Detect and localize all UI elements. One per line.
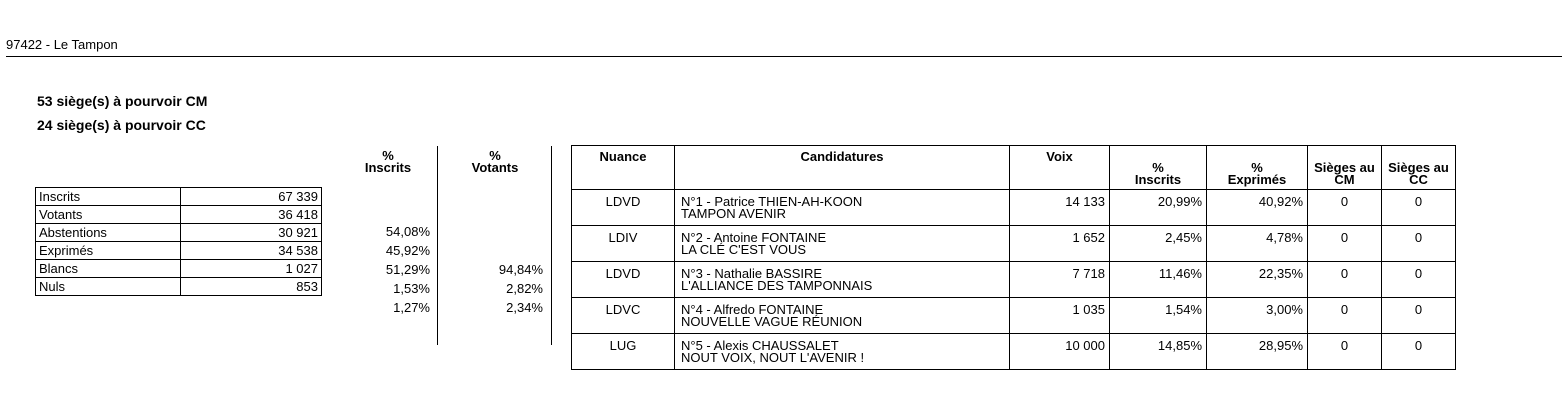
pct-exprimes-text: 3,00% (1266, 302, 1303, 317)
stats-value: 853 (181, 278, 322, 296)
stats-divider (551, 146, 552, 345)
result-candidature (675, 262, 1010, 298)
list-name: NOUVELLE VAGUE RÉUNION (681, 314, 863, 329)
header-rule (6, 56, 1562, 57)
pct-inscrits-text: 14,85% (1157, 338, 1202, 353)
candidate-name: N°3 - Nathalie BASSIRE (681, 266, 823, 281)
pct-inscrits-text: 20,99% (1157, 194, 1202, 209)
header-line: CC (1409, 172, 1428, 187)
header-line: Sièges au (1314, 160, 1375, 175)
pct-exprimes-text: 4,78% (1266, 230, 1303, 245)
stats-pct-votants: 2,34% (506, 300, 543, 315)
result-nuance (572, 262, 675, 298)
stats-divider (437, 146, 438, 345)
candidate-name: N°5 - Alexis CHAUSSALET (681, 338, 839, 353)
nuance-text: LUG (609, 338, 637, 353)
stats-row (36, 206, 322, 224)
stats-header-pct-votants (455, 150, 535, 174)
header-line: CM (1334, 172, 1355, 187)
results-header-row (572, 146, 1456, 190)
result-nuance (572, 226, 675, 262)
sieges-cc-text: 0 (1414, 338, 1423, 353)
header-sieges-cc (1382, 146, 1456, 190)
result-sieges-cc (1382, 226, 1456, 262)
stats-pct-inscrits: 1,53% (393, 281, 430, 296)
candidate-name: N°1 - Patrice THIEN-AH-KOON (681, 194, 863, 209)
sieges-cc-text: 0 (1414, 230, 1423, 245)
nuance-text: LDVC (605, 302, 641, 317)
stats-label: Abstentions (36, 224, 181, 242)
sieges-cm-text: 0 (1340, 302, 1349, 317)
pct-inscrits-text: 2,45% (1165, 230, 1202, 245)
header-line: % (1152, 160, 1164, 175)
stats-pct-votants: 94,84% (498, 262, 543, 277)
nuance-text: LDVD (605, 194, 641, 209)
result-pct-inscrits (1110, 190, 1207, 226)
result-row (572, 262, 1456, 298)
result-voix (1010, 190, 1110, 226)
result-sieges-cc (1382, 298, 1456, 334)
header-line: Inscrits (364, 160, 412, 175)
stats-row (36, 278, 322, 296)
stats-pct-inscrits: 54,08% (385, 224, 430, 239)
voix-text: 10 000 (1065, 338, 1105, 353)
list-name: TAMPON AVENIR (681, 206, 786, 221)
result-nuance (572, 334, 675, 370)
sieges-cm-text: 0 (1340, 338, 1349, 353)
stats-pct-votants: 2,82% (506, 281, 543, 296)
header-line: % (1251, 160, 1263, 175)
stats-value: 34 538 (181, 242, 322, 260)
stats-value: 1 027 (181, 260, 322, 278)
result-sieges-cm (1308, 262, 1382, 298)
result-candidature (675, 298, 1010, 334)
header-line: Sièges au (1388, 160, 1449, 175)
header-nuance: Nuance (572, 146, 675, 190)
header-line: % (382, 148, 394, 163)
candidate-name: N°2 - Antoine FONTAINE (681, 230, 827, 245)
stats-row (36, 260, 322, 278)
sieges-cc-text: 0 (1414, 194, 1423, 209)
result-sieges-cm (1308, 190, 1382, 226)
nuance-text: LDIV (608, 230, 638, 245)
result-nuance (572, 298, 675, 334)
result-sieges-cc (1382, 334, 1456, 370)
result-row (572, 298, 1456, 334)
result-candidature (675, 334, 1010, 370)
stats-value: 36 418 (181, 206, 322, 224)
result-pct-exprimes (1207, 262, 1308, 298)
voix-text: 7 718 (1072, 266, 1105, 281)
header-line: Inscrits (1134, 172, 1182, 187)
result-sieges-cc (1382, 190, 1456, 226)
result-pct-inscrits (1110, 298, 1207, 334)
result-row (572, 190, 1456, 226)
stats-row (36, 242, 322, 260)
pct-exprimes-text: 28,95% (1258, 338, 1303, 353)
stats-header-pct-inscrits (348, 150, 428, 174)
voix-text: 1 652 (1072, 230, 1105, 245)
stats-value: 30 921 (181, 224, 322, 242)
result-row (572, 334, 1456, 370)
commune-title: 97422 - Le Tampon (6, 37, 118, 52)
result-voix (1010, 262, 1110, 298)
stats-pct-inscrits: 1,27% (393, 300, 430, 315)
stats-row (36, 224, 322, 242)
stats-label: Nuls (36, 278, 181, 296)
sieges-cm-text: 0 (1340, 194, 1349, 209)
stats-label: Exprimés (36, 242, 181, 260)
result-voix (1010, 334, 1110, 370)
header-voix: Voix (1010, 146, 1110, 190)
sieges-cm-text: 0 (1340, 230, 1349, 245)
stats-pct-inscrits: 45,92% (385, 243, 430, 258)
nuance-text: LDVD (605, 266, 641, 281)
header-candidatures: Candidatures (675, 146, 1010, 190)
result-sieges-cm (1308, 298, 1382, 334)
result-sieges-cm (1308, 226, 1382, 262)
stats-label: Votants (36, 206, 181, 224)
result-pct-inscrits (1110, 334, 1207, 370)
voix-text: 14 133 (1065, 194, 1105, 209)
result-sieges-cm (1308, 334, 1382, 370)
pct-exprimes-text: 40,92% (1258, 194, 1303, 209)
voix-text: 1 035 (1072, 302, 1105, 317)
stats-table (35, 187, 322, 296)
stats-value: 67 339 (181, 188, 322, 206)
result-pct-exprimes (1207, 334, 1308, 370)
pct-inscrits-text: 11,46% (1158, 266, 1202, 281)
result-voix (1010, 298, 1110, 334)
result-pct-inscrits (1110, 262, 1207, 298)
result-pct-exprimes (1207, 190, 1308, 226)
stats-label: Blancs (36, 260, 181, 278)
result-candidature (675, 190, 1010, 226)
pct-exprimes-text: 22,35% (1258, 266, 1303, 281)
header-line: Exprimés (1227, 172, 1287, 187)
header-pct-inscrits (1110, 146, 1207, 190)
result-pct-inscrits (1110, 226, 1207, 262)
pct-inscrits-text: 1,54% (1165, 302, 1202, 317)
seats-cc: 24 siège(s) à pourvoir CC (37, 117, 206, 133)
result-sieges-cc (1382, 262, 1456, 298)
results-table (571, 145, 1456, 370)
result-nuance (572, 190, 675, 226)
stats-row (36, 188, 322, 206)
header-sieges-cm (1308, 146, 1382, 190)
sieges-cc-text: 0 (1414, 266, 1423, 281)
result-pct-exprimes (1207, 226, 1308, 262)
seats-cm: 53 siège(s) à pourvoir CM (37, 93, 208, 109)
result-voix (1010, 226, 1110, 262)
result-pct-exprimes (1207, 298, 1308, 334)
header-line: % (489, 148, 501, 163)
result-row (572, 226, 1456, 262)
list-name: NOUT VOIX, NOUT L'AVENIR ! (681, 350, 865, 365)
header-pct-exprimes (1207, 146, 1308, 190)
list-name: LA CLÉ C'EST VOUS (681, 242, 807, 257)
result-candidature (675, 226, 1010, 262)
sieges-cc-text: 0 (1414, 302, 1423, 317)
sieges-cm-text: 0 (1340, 266, 1349, 281)
stats-pct-inscrits: 51,29% (385, 262, 430, 277)
stats-label: Inscrits (36, 188, 181, 206)
header-line: Votants (471, 160, 519, 175)
candidate-name: N°4 - Alfredo FONTAINE (681, 302, 824, 317)
list-name: L'ALLIANCE DES TAMPONNAIS (681, 278, 873, 293)
